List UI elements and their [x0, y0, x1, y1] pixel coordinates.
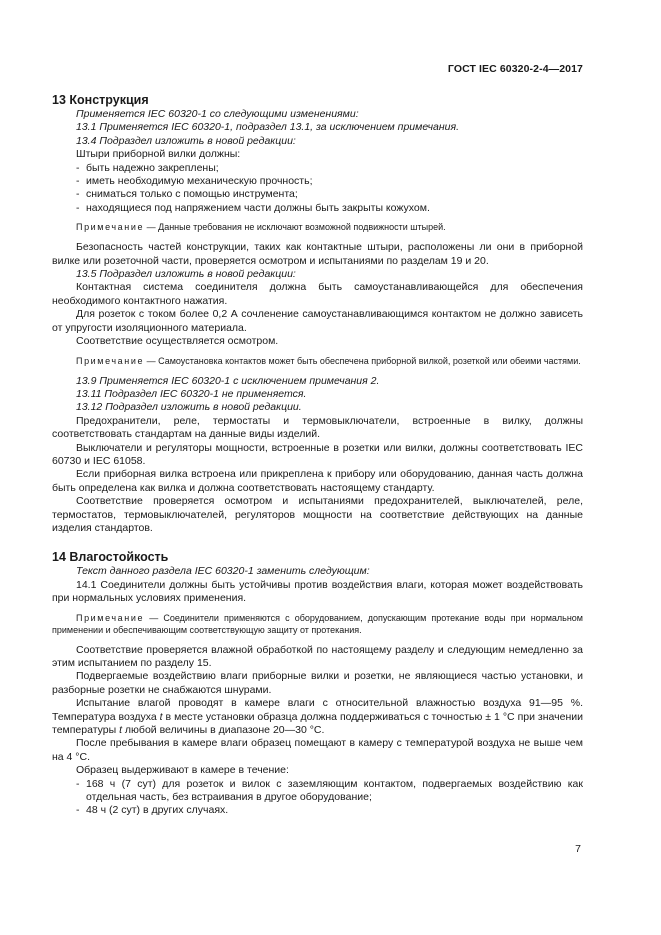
- subjected-paragraph: Подвергаемые воздействию влаги приборные вилки и розетки, не являющиеся частью установки, и разборные розетки не снабжаются шнурами.: [52, 670, 583, 696]
- page-number: 7: [575, 843, 581, 855]
- clause-13-5: 13.5 Подраздел изложить в новой редакции:: [76, 268, 296, 281]
- compliance-inspection: Соответствие осуществляется осмотром.: [76, 335, 279, 348]
- clause-13-9: 13.9 Применяется IEC 60320-1 с исключением примечания 2.: [76, 374, 380, 387]
- list-item: - находящиеся под напряжением части должны быть закрыты кожухом.: [76, 201, 430, 214]
- list-item: - 48 ч (2 сут) в других случаях.: [76, 804, 229, 817]
- after-stay-paragraph: После пребывания в камере влаги образец помещают в камеру с температурой воздуха не выше чем на 4 °С.: [52, 737, 583, 763]
- clause-13-4: 13.4 Подраздел изложить в новой редакции:: [76, 134, 296, 147]
- kept-paragraph: Образец выдерживают в камере в течение:: [76, 764, 289, 777]
- standard-header: ГОСТ IEC 60320-2-4—2017: [447, 63, 583, 75]
- list-item: - быть надежно закреплены;: [76, 161, 219, 174]
- humidity-test-paragraph: Испытание влагой проводят в камере влаги с относительной влажностью воздуха 91—95 %. Температура воздуха t в месте установки образца должна поддерживаться с точностью ± 1 °С при значении температуры t любой величины в диапазоне 20—30 °С.: [52, 697, 583, 737]
- list-item: - сниматься только с помощью инструмента;: [76, 188, 298, 201]
- list-item: - иметь необходимую механическую прочность;: [76, 175, 313, 188]
- safety-paragraph: Безопасность частей конструкции, таких как контактные штыри, расположены ли они в приборной вилке или розеточной части, проверяется осмотром и испытаниями по разделам 19 и 20.: [52, 241, 583, 267]
- switches-paragraph: Выключатели и регуляторы мощности, встроенные в розетки или вилки, должны соответствовать IEC 60730 и IEC 61058.: [52, 441, 583, 467]
- note-1: Примечание — Данные требования не исключают возможной подвижности штырей.: [76, 222, 446, 233]
- built-in-paragraph: Если приборная вилка встроена или прикреплена к прибору или оборудованию, данная часть должна быть определена как вилка и должна соответствовать настоящему стандарту.: [52, 468, 583, 494]
- section-14-intro: Текст данного раздела IEC 60320-1 заменить следующим:: [76, 565, 370, 578]
- section-13-intro: Применяется IEC 60320-1 со следующими изменениями:: [76, 108, 359, 120]
- note-2: Примечание — Самоустановка контактов может быть обеспечена приборной вилкой, розеткой или обеими частями.: [76, 355, 581, 366]
- note-3: Примечание — Соединители применяются с оборудованием, допускающим протекание воды при нормальном применении и обеспечивающим соответствующую защиту от протекания.: [52, 612, 583, 635]
- humidity-check-paragraph: Соответствие проверяется влажной обработкой по настоящему разделу и следующим немедленно за этим испытанием по разделу 15.: [52, 643, 583, 669]
- clause-13-1: 13.1 Применяется IEC 60320-1, подраздел 13.1, за исключением примечания.: [76, 121, 459, 134]
- clause-14-1: 14.1 Соединители должны быть устойчивы против воздействия влаги, которая может воздействовать при нормальных условиях применения.: [52, 578, 583, 605]
- clause-13-11: 13.11 Подраздел IEC 60320-1 не применяется.: [76, 387, 307, 400]
- contact-system-paragraph: Контактная система соединителя должна быть самоустанавливающейся для обеспечения необходимого контактного нажатия.: [52, 281, 583, 307]
- fuses-paragraph: Предохранители, реле, термостаты и термовыключатели, встроенные в вилку, должны соответствовать стандартам на данные виды изделий.: [52, 414, 583, 441]
- clause-13-12: 13.12 Подраздел изложить в новой редакции.: [76, 401, 302, 414]
- section-14-title: 14 Влагостойкость: [52, 550, 169, 565]
- list-item: - 168 ч (7 сут) для розеток и вилок с заземляющим контактом, подвергаемых воздействию как отдельная часть, без встраивания в другое оборудование;: [76, 777, 583, 804]
- page-content: [52, 92, 583, 818]
- section-13-title: 13 Конструкция: [52, 93, 149, 107]
- compliance-tests-paragraph: Соответствие проверяется осмотром и испытаниями предохранителей, выключателей, реле, термостатов, термовыключателей, регуляторов мощности на соответствие действующих на данные изделия стандартов.: [52, 495, 583, 534]
- sockets-paragraph: Для розеток с током более 0,2 А сочленение самоустанавливающимся контактом не должно зависеть от упругости изоляционного материала.: [52, 308, 583, 334]
- pins-intro: Штыри приборной вилки должны:: [76, 148, 241, 161]
